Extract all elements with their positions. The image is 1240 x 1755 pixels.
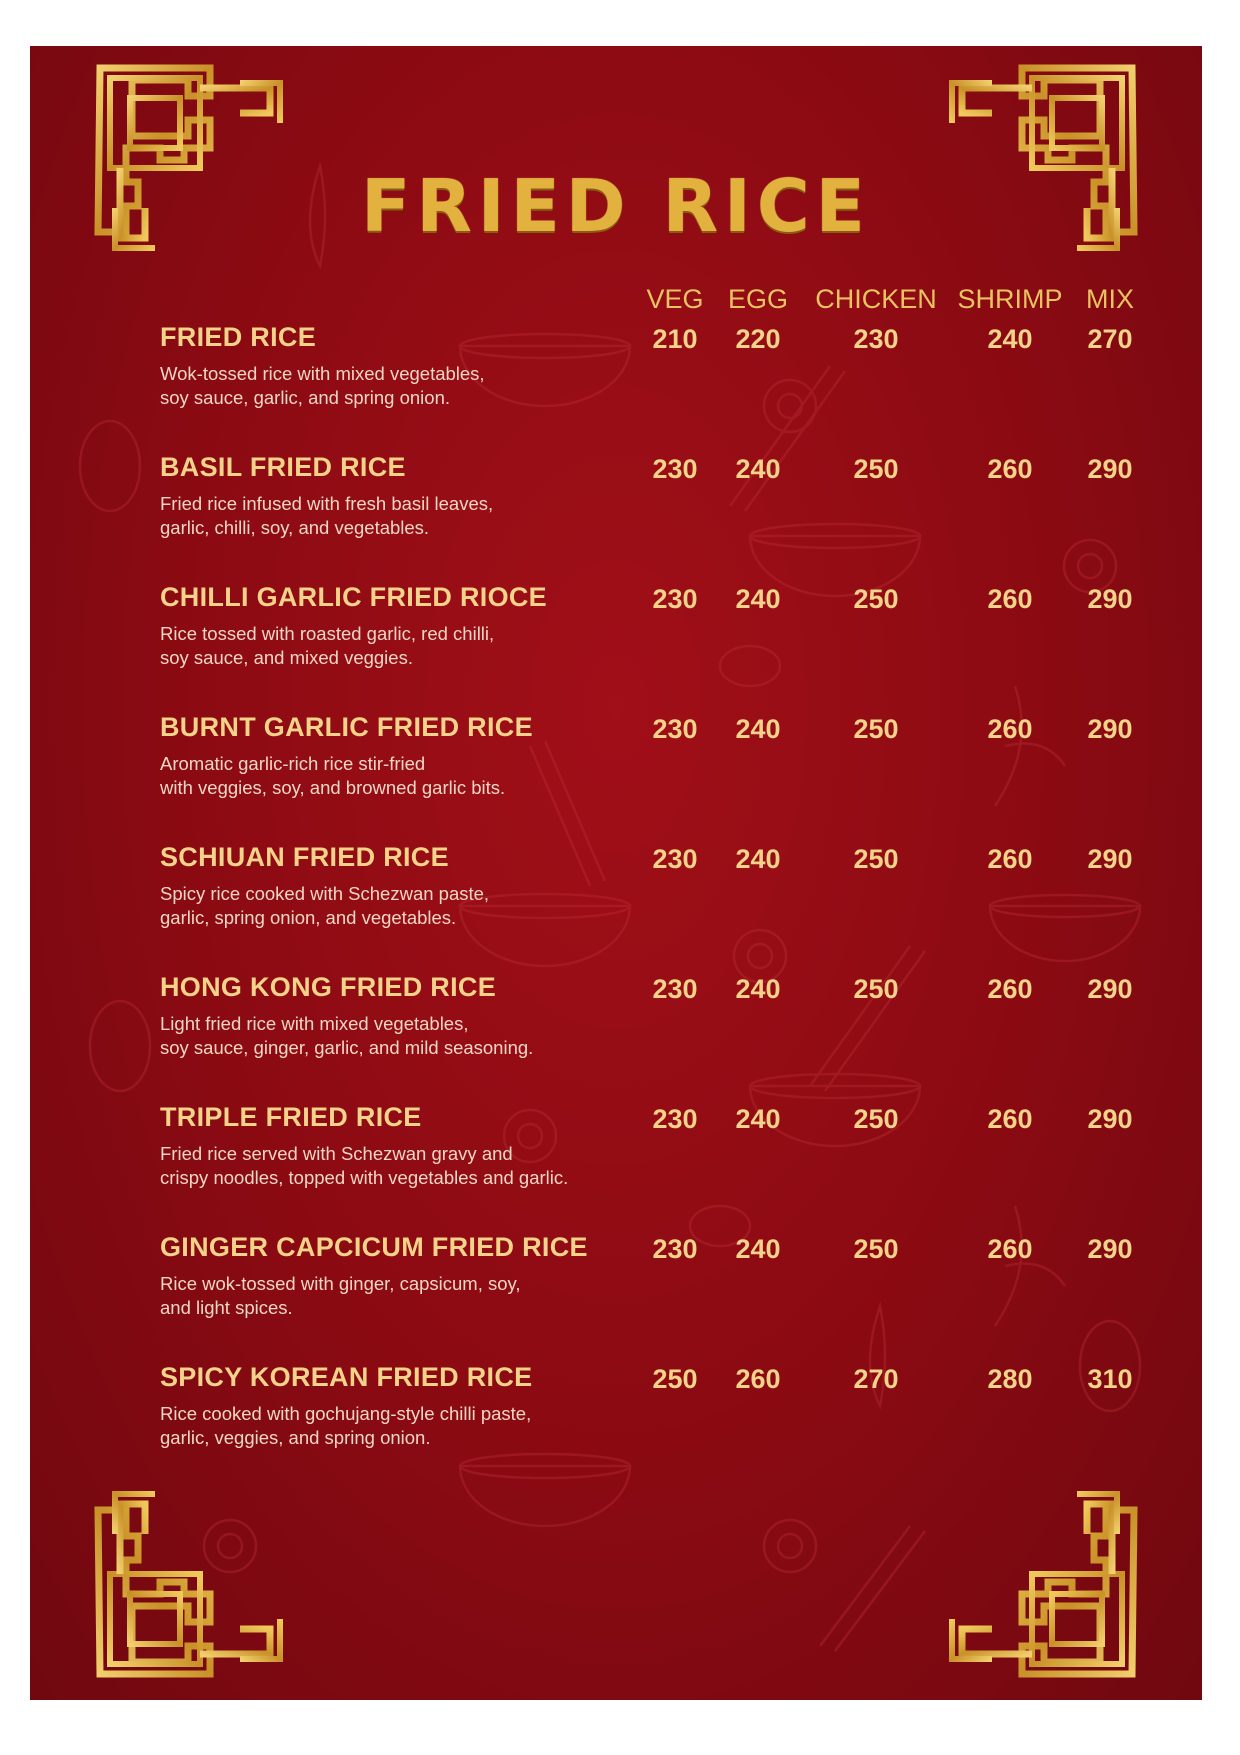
menu-item-price: 210 <box>652 324 698 354</box>
menu-item-price: 240 <box>735 714 781 744</box>
menu-item-price: 240 <box>735 454 781 484</box>
menu-item-price: 290 <box>1087 1234 1133 1264</box>
menu-item-price: 260 <box>987 974 1033 1004</box>
menu-item-price: 290 <box>1087 714 1133 744</box>
menu-item-price: 220 <box>735 324 781 354</box>
menu-item <box>160 1362 1180 1482</box>
menu-item-name: SCHIUAN FRIED RICE <box>160 842 449 872</box>
menu-item <box>160 322 1180 442</box>
menu-item-price: 290 <box>1087 454 1133 484</box>
description-line: garlic, spring onion, and vegetables. <box>160 907 457 928</box>
menu-item-name: SPICY KOREAN FRIED RICE <box>160 1362 533 1392</box>
description-line: Fried rice infused with fresh basil leaves, <box>160 493 494 514</box>
description-line: Rice cooked with gochujang-style chilli paste, <box>160 1403 532 1424</box>
menu-item-price: 260 <box>987 584 1033 614</box>
menu-item-price: 230 <box>652 584 698 614</box>
menu-item-price: 230 <box>652 454 698 484</box>
menu-item-price: 310 <box>1087 1364 1133 1394</box>
description-line: soy sauce, ginger, garlic, and mild seasoning. <box>160 1037 534 1058</box>
menu-item-description <box>160 1142 680 1190</box>
menu-item-price: 260 <box>987 1234 1033 1264</box>
menu-item-name: HONG KONG FRIED RICE <box>160 972 497 1002</box>
column-header-egg: EGG <box>727 284 789 314</box>
description-line: Aromatic garlic-rich rice stir-fried <box>160 753 426 774</box>
chinese-knot-corner-icon <box>952 1494 1134 1674</box>
menu-item-price: 240 <box>735 844 781 874</box>
menu-item-price: 270 <box>853 1364 899 1394</box>
menu-item <box>160 842 1180 962</box>
menu-item-price: 250 <box>853 974 899 1004</box>
menu-item-price: 260 <box>987 714 1033 744</box>
description-line: Fried rice served with Schezwan gravy and <box>160 1143 513 1164</box>
menu-item-name: FRIED RICE <box>160 322 317 352</box>
menu-item-name: CHILLI GARLIC FRIED RIOCE <box>160 582 547 612</box>
column-header-shrimp: SHRIMP <box>957 284 1063 314</box>
description-line: garlic, chilli, soy, and vegetables. <box>160 517 430 538</box>
menu-item-price: 230 <box>652 974 698 1004</box>
menu-item-price: 260 <box>987 454 1033 484</box>
menu-item-price: 250 <box>853 1104 899 1134</box>
description-line: Spicy rice cooked with Schezwan paste, <box>160 883 490 904</box>
menu-item-description <box>160 492 680 540</box>
menu-item-description <box>160 362 680 410</box>
description-line: soy sauce, and mixed veggies. <box>160 647 413 668</box>
menu-item-price: 260 <box>987 844 1033 874</box>
menu-item-price: 230 <box>652 714 698 744</box>
description-line: garlic, veggies, and spring onion. <box>160 1427 431 1448</box>
menu-item-price: 240 <box>735 974 781 1004</box>
menu-item-description <box>160 882 680 930</box>
menu-item-price: 250 <box>853 1234 899 1264</box>
menu-item-price: 230 <box>652 1234 698 1264</box>
menu-item-price: 280 <box>987 1364 1033 1394</box>
menu-item-name: TRIPLE FRIED RICE <box>160 1102 422 1132</box>
description-line: Light fried rice with mixed vegetables, <box>160 1013 469 1034</box>
menu-item <box>160 582 1180 702</box>
description-line: Rice tossed with roasted garlic, red chilli, <box>160 623 495 644</box>
menu-page <box>30 46 1202 1700</box>
menu-item-price: 260 <box>987 1104 1033 1134</box>
menu-item-price: 250 <box>652 1364 698 1394</box>
menu-item-price: 250 <box>853 844 899 874</box>
menu-item-price: 240 <box>735 1234 781 1264</box>
menu-item-name: GINGER CAPCICUM FRIED RICE <box>160 1232 588 1262</box>
description-line: Rice wok-tossed with ginger, capsicum, soy, <box>160 1273 521 1294</box>
menu-item-price: 240 <box>987 324 1033 354</box>
menu-item-description <box>160 1402 680 1450</box>
menu-item-price: 290 <box>1087 974 1133 1004</box>
column-header-mix: MIX <box>1085 284 1135 314</box>
menu-item-description <box>160 1012 680 1060</box>
menu-item <box>160 1232 1180 1352</box>
column-header-chicken: CHICKEN <box>815 284 937 314</box>
menu-item <box>160 1102 1180 1222</box>
menu-item-price: 270 <box>1087 324 1133 354</box>
menu-item-price: 240 <box>735 584 781 614</box>
chinese-knot-corner-icon <box>98 1494 280 1674</box>
menu-item-price: 250 <box>853 454 899 484</box>
description-line: Wok-tossed rice with mixed vegetables, <box>160 363 485 384</box>
menu-item <box>160 712 1180 832</box>
menu-item <box>160 452 1180 572</box>
description-line: crispy noodles, topped with vegetables and garlic. <box>160 1167 569 1188</box>
menu-item-price: 230 <box>652 1104 698 1134</box>
menu-item-price: 230 <box>853 324 899 354</box>
menu-item <box>160 972 1180 1092</box>
price-column-headers <box>30 284 1202 324</box>
description-line: soy sauce, garlic, and spring onion. <box>160 387 451 408</box>
menu-item-description <box>160 752 680 800</box>
menu-item-price: 230 <box>652 844 698 874</box>
menu-item-price: 250 <box>853 584 899 614</box>
menu-item-name: BASIL FRIED RICE <box>160 452 406 482</box>
description-line: with veggies, soy, and browned garlic bits. <box>160 777 506 798</box>
description-line: and light spices. <box>160 1297 293 1318</box>
menu-item-price: 250 <box>853 714 899 744</box>
menu-item-price: 290 <box>1087 844 1133 874</box>
menu-item-description <box>160 1272 680 1320</box>
page-title: FRIED RICE <box>361 164 871 248</box>
menu-item-price: 260 <box>735 1364 781 1394</box>
menu-item-description <box>160 622 680 670</box>
menu-item-name: BURNT GARLIC FRIED RICE <box>160 712 533 742</box>
menu-item-price: 290 <box>1087 584 1133 614</box>
menu-item-price: 240 <box>735 1104 781 1134</box>
column-header-veg: VEG <box>646 284 704 314</box>
menu-item-price: 290 <box>1087 1104 1133 1134</box>
